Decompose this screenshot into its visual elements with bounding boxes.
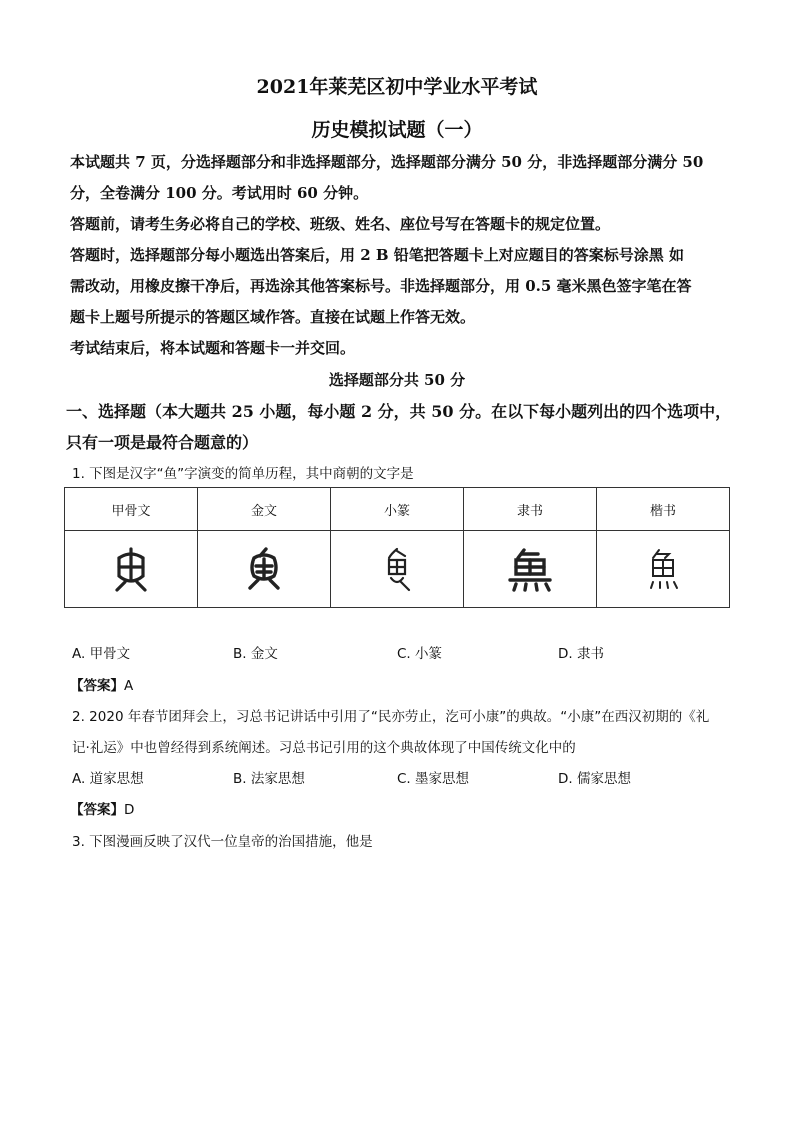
question-2-stem: 记·礼运》中也曾经得到系统阐述。习总书记引用的这个典故体现了中国传统文化中的 — [72, 740, 576, 756]
question-2-stem: 2. 2020 年春节团拜会上，习总书记讲话中引用了“民亦劳止，汔可小康”的典故。“小康”在西汉初期的《礼 — [72, 709, 710, 725]
glyph-cell — [331, 531, 464, 608]
glyph-cell — [65, 531, 198, 608]
q2-option-d[interactable]: D. 儒家思想 — [558, 771, 631, 787]
oracle-bone-fish-icon — [111, 546, 151, 592]
q1-option-c[interactable]: C. 小篆 — [397, 646, 443, 662]
q1-option-d[interactable]: D. 隶书 — [558, 646, 604, 662]
answer-value: D — [124, 802, 135, 818]
table-header-cell: 小篆 — [331, 488, 464, 531]
answer-tag: 【答案】 — [70, 802, 124, 818]
table-header-cell: 金文 — [198, 488, 331, 531]
section-heading: 一、选择题（本大题共 25 小题，每小题 2 分，共 50 分。在以下每小题列出的四个选项中， — [66, 402, 732, 421]
instruction-line: 考试结束后，将本试题和答题卡一并交回。 — [70, 339, 356, 357]
exam-subtitle: 历史模拟试题（一） — [311, 119, 483, 141]
table-header-cell: 隶书 — [464, 488, 597, 531]
q2-option-c[interactable]: C. 墨家思想 — [397, 771, 470, 787]
instruction-line: 答题前，请考生务必将自己的学校、班级、姓名、座位号写在答题卡的规定位置。 — [70, 215, 611, 233]
instruction-line: 分，全卷满分 100 分。考试用时 60 分钟。 — [70, 184, 369, 202]
glyph-cell — [597, 531, 730, 608]
exam-title: 2021年莱芜区初中学业水平考试 — [256, 76, 538, 98]
glyph-cell — [198, 531, 331, 608]
clerical-fish-icon — [506, 546, 554, 592]
q1-option-b[interactable]: B. 金文 — [233, 646, 278, 662]
q2-option-a[interactable]: A. 道家思想 — [72, 771, 144, 787]
bronze-fish-icon — [244, 546, 284, 592]
q1-option-a[interactable]: A. 甲骨文 — [72, 646, 131, 662]
question-3-stem: 3. 下图漫画反映了汉代一位皇帝的治国措施，他是 — [72, 834, 373, 850]
table-header-row — [65, 488, 730, 531]
instruction-line: 题卡上题号所提示的答题区域作答。直接在试题上作答无效。 — [70, 308, 476, 326]
fish-character-evolution-table — [64, 487, 730, 608]
regular-fish-icon — [643, 546, 683, 592]
table-header-cell: 楷书 — [597, 488, 730, 531]
seal-fish-icon — [377, 546, 417, 592]
answer-tag: 【答案】 — [70, 678, 124, 694]
glyph-cell — [464, 531, 597, 608]
part-heading: 选择题部分共 50 分 — [328, 371, 466, 389]
table-header-cell: 甲骨文 — [65, 488, 198, 531]
section-heading: 只有一项是最符合题意的） — [66, 433, 259, 452]
instruction-line: 需改动，用橡皮擦干净后，再选涂其他答案标号。非选择题部分，用 0.5 毫米黑色签字笔在答 — [70, 277, 692, 295]
question-1-stem: 1. 下图是汉字“鱼”字演变的简单历程，其中商朝的文字是 — [72, 466, 414, 482]
q2-option-b[interactable]: B. 法家思想 — [233, 771, 305, 787]
table-glyph-row — [65, 531, 730, 608]
instruction-line: 答题时，选择题部分每小题选出答案后，用 2 B 铅笔把答题卡上对应题目的答案标号涂黑 如 — [70, 246, 685, 264]
q2-answer — [70, 798, 134, 818]
instruction-line: 本试题共 7 页，分选择题部分和非选择题部分，选择题部分满分 50 分，非选择题部分满分 50 — [70, 153, 704, 171]
q1-answer — [70, 674, 133, 694]
answer-value: A — [124, 678, 134, 694]
